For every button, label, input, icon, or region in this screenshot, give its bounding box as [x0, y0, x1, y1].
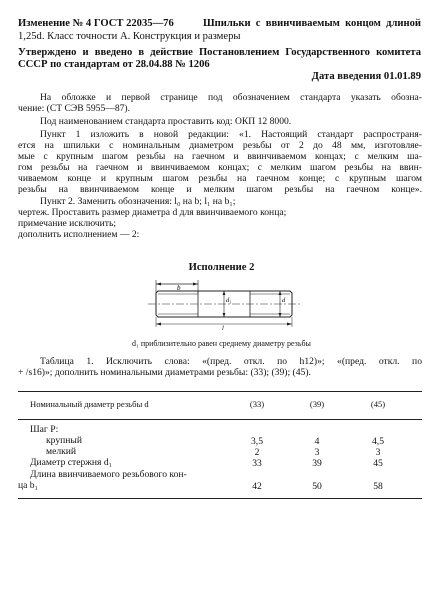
- paragraph-7: дополнить исполнением — 2:: [18, 229, 140, 240]
- table-header-label: Номинальный диаметр резьбы d: [30, 399, 149, 409]
- paragraph-3-line-3: мые с крупным шагом резьбы на гаечном и ввинчиваемом концах; с мелким ша-: [18, 151, 422, 162]
- amendment-title: Изменение № 4 ГОСТ 22035—76: [18, 18, 174, 29]
- dim-d-label: d: [282, 297, 286, 304]
- table-cell: 3: [375, 447, 381, 458]
- paragraph-1-line-2: чение: (СТ СЭВ 5955—87).: [18, 103, 131, 114]
- table-cell: 42: [252, 481, 262, 492]
- paragraph-3-line-1: Пункт 1 изложить в новой редакции: «1. Настоящий стандарт распространя-: [40, 129, 422, 140]
- figure-title: Исполнение 2: [188, 262, 255, 273]
- paragraph-4: Пункт 2. Заменить обозначения: l₀ на b; l₁ на b₁;: [40, 196, 236, 207]
- table-cell: 3,5: [251, 436, 263, 447]
- paragraph-2: Под наименованием стандарта проставить код: ОКП 12 8000.: [40, 116, 292, 127]
- table-cell: 50: [312, 481, 322, 492]
- table-row-length-label-2: ца b₁: [18, 480, 38, 491]
- table-intro-line-2: + /s16)»; дополнить номинальными диаметрами резьбы: (33); (39); (45).: [18, 367, 311, 378]
- table-cell: 3: [314, 447, 320, 458]
- table-row-coarse-label: крупный: [46, 435, 82, 446]
- table-cell: 39: [312, 458, 322, 469]
- standard-name: Шпильки с ввинчиваемым концом длиной: [203, 18, 421, 29]
- approval-date-line: СССР по стандартам от 28.04.88 № 1206: [18, 59, 210, 70]
- table-cell: 33: [252, 458, 262, 469]
- standard-subtitle: 1,25d. Класс точности А. Конструкция и размеры: [18, 31, 241, 42]
- approval-line: Утверждено и введено в действие Постановлением Государственного комитета: [18, 47, 421, 58]
- table-row-fine-label: мелкий: [46, 446, 77, 457]
- figure-caption: d₁ приблизительно равен среднему диаметру резьбы: [132, 339, 311, 348]
- paragraph-6: примечание исключить;: [18, 218, 116, 229]
- table-cell: 4: [314, 436, 320, 447]
- paragraph-5: чертеж. Проставить размер диаметра d для ввинчиваемого конца;: [18, 207, 287, 218]
- effective-date: Дата введения 01.01.89: [311, 71, 421, 82]
- paragraph-3-line-5: чиваемом конце и крупным шагом резьбы на гаечном конце; с крупным шагом: [18, 173, 422, 184]
- table-top-rule: [18, 391, 422, 392]
- arrow-right-icon: [193, 283, 198, 286]
- table-row-shank-label: Диаметр стержня d₁: [30, 457, 112, 468]
- table-cell: 2: [254, 447, 260, 458]
- paragraph-3-line-4: гом резьбы на гаечном и ввинчиваемом концах; с мелким шагом резьбы на ввин-: [18, 162, 422, 173]
- stud-drawing: [120, 280, 320, 330]
- table-bottom-rule: [18, 498, 422, 499]
- paragraph-3-line-6: резьбы на ввинчиваемом конце и мелким шагом резьбы на гаечном конце».: [18, 184, 422, 195]
- table-cell: 45: [373, 458, 383, 469]
- dim-l-label: l: [222, 325, 224, 330]
- table-col-39: (39): [309, 399, 325, 409]
- table-row-pitch-label: Шаг P:: [30, 424, 59, 435]
- table-intro-line-1: Таблица 1. Исключить слова: «(пред. откл. по h12)»; «(пред. откл. по: [40, 356, 422, 367]
- table-cell: 58: [373, 481, 383, 492]
- table-cell: 4,5: [372, 436, 384, 447]
- dim-d1-label: d₁: [226, 297, 232, 304]
- arrow-left-icon: [156, 283, 161, 286]
- table-header-rule: [18, 419, 422, 420]
- table-col-33: (33): [249, 399, 265, 409]
- paragraph-1-line-1: На обложке и первой странице под обозначением стандарта указать обозна-: [40, 92, 422, 103]
- dim-b-label: b: [177, 284, 181, 292]
- table-row-length-label-1: Длина ввинчиваемого резьбового кон-: [30, 469, 187, 480]
- table-col-45: (45): [370, 399, 386, 409]
- paragraph-3-line-2: ется на шпильки с номинальным диаметром резьбы от 2 до 48 мм, изготовляе-: [18, 140, 422, 151]
